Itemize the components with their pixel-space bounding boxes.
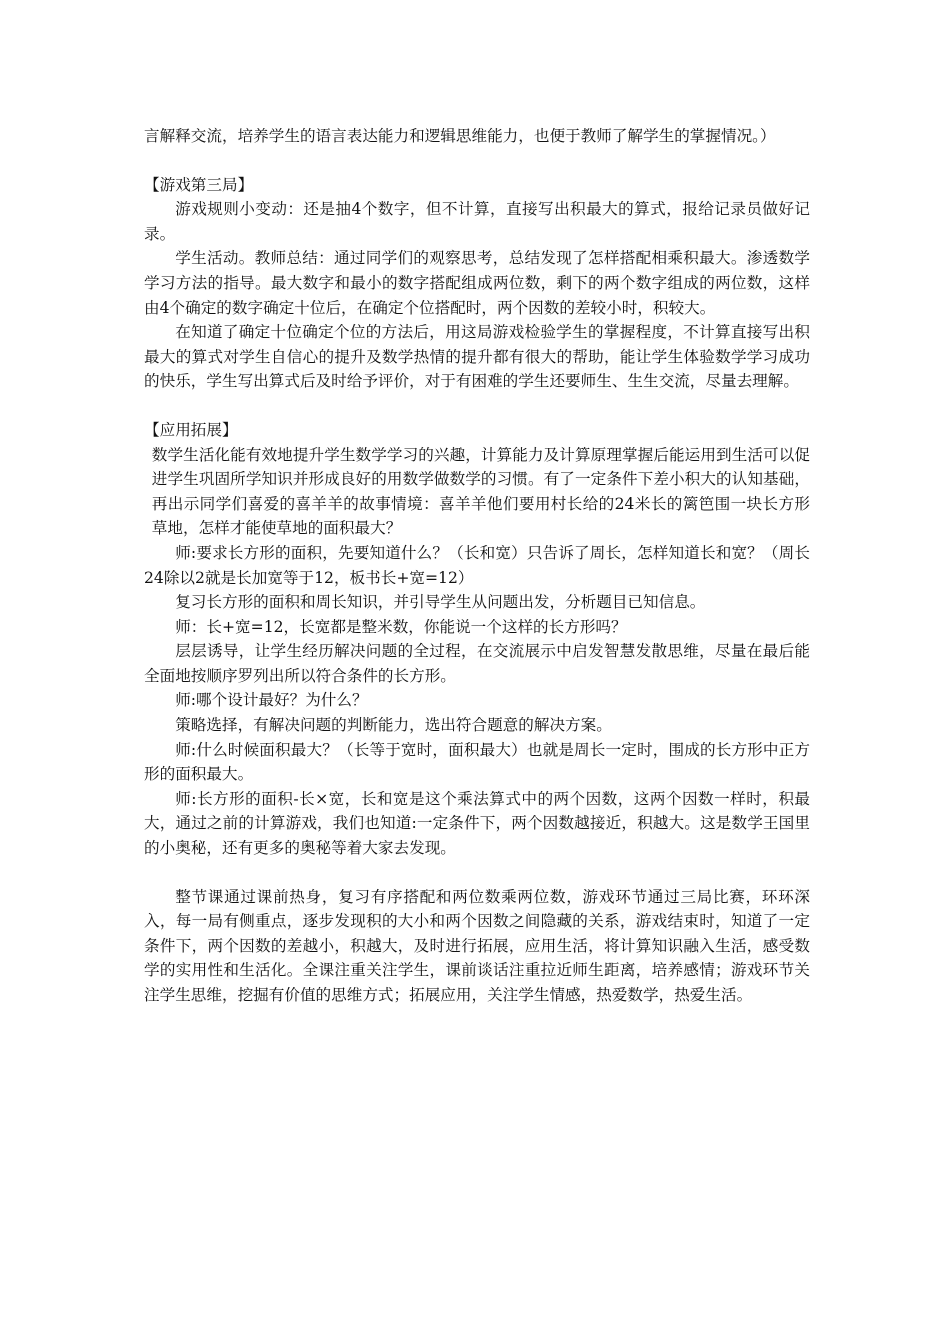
- apply-paragraph: 师:要求长方形的面积，先要知道什么？（长和宽）只告诉了周长，怎样知道长和宽？（周长24除以2就是长加宽等于12，板书长+宽=12）: [144, 543, 810, 587]
- apply-paragraph: 师:长方形的面积-长×宽，长和宽是这个乘法算式中的两个因数，这两个因数一样时，积最大，通过之前的计算游戏，我们也知道:一定条件下，两个因数越接近，积越大。这是数学王国里的小奥秘，还有更多的奥秘等着大家去发现。: [144, 789, 810, 858]
- spacer: [144, 394, 810, 418]
- summary-paragraph: 整节课通过课前热身，复习有序搭配和两位数乘两位数，游戏环节通过三局比赛，环环深入，每一局有侧重点，逐步发现积的大小和两个因数之间隐藏的关系，游戏结束时，知道了一定条件下，两个因数的差越小，积越大，及时进行拓展，应用生活，将计算知识融入生活，感受数学的实用性和生活化。全课注重关注学生，课前谈话注重拉近师生距离，培养感情；游戏环节关注学生思维，挖掘有价值的思维方式；拓展应用，关注学生情感，热爱数学，热爱生活。: [144, 887, 810, 1004]
- opening-paragraph: 言解释交流，培养学生的语言表达能力和逻辑思维能力，也便于教师了解学生的掌握情况。）: [144, 127, 776, 145]
- game3-paragraph: 学生活动。教师总结：通过同学们的观察思考，总结发现了怎样搭配相乘积最大。渗透数学学习方法的指导。最大数字和最小的数字搭配组成两位数，剩下的两个数字组成的两位数，这样由4个确定的数字确定十位后，在确定个位搭配时，两个因数的差较小时，积较大。: [144, 249, 810, 317]
- apply-paragraph: 师:哪个设计最好？为什么？: [175, 691, 368, 710]
- apply-paragraph: 策略选择，有解决问题的判断能力，选出符合题意的解决方案。: [175, 716, 612, 735]
- spacer: [144, 149, 810, 173]
- apply-intro-paragraph: 数学生活化能有效地提升学生数学学习的兴趣，计算能力及计算原理掌握后能运用到生活可以促进学生巩固所学知识并形成良好的用数学做数学的习惯。有了一定条件下差小积大的认知基础，再出示同学们喜爱的喜羊羊的故事情境：喜羊羊他们要用村长给的24米长的篱笆围一块长方形草地，怎样才能使草地的面积最大？: [151, 445, 810, 538]
- apply-paragraph: 师：长+宽=12，长宽都是整米数，你能说一个这样的长方形吗？: [175, 617, 627, 636]
- apply-paragraph: 层层诱导，让学生经历解决问题的全过程，在交流展示中启发智慧发散思维，尽量在最后能全面地按顺序罗列出所以符合条件的长方形。: [144, 642, 810, 685]
- apply-paragraph: 复习长方形的面积和周长知识，并引导学生从问题出发，分析题目已知信息。: [175, 593, 706, 612]
- apply-paragraph: 师:什么时候面积最大？（长等于宽时，面积最大）也就是周长一定时，围成的长方形中正方形的面积最大。: [144, 740, 810, 784]
- section-heading-game3: 【游戏第三局】: [144, 175, 254, 194]
- game3-paragraph: 游戏规则小变动：还是抽4个数字，但不计算，直接写出积最大的算式，报给记录员做好记录。: [144, 200, 810, 243]
- spacer: [144, 861, 810, 885]
- document-body: [144, 124, 810, 1008]
- game3-paragraph: 在知道了确定十位确定个位的方法后，用这局游戏检验学生的掌握程度，不计算直接写出积最大的算式对学生自信心的提升及数学热情的提升都有很大的帮助，能让学生体验数学学习成功的快乐，学生写出算式后及时给予评价，对于有困难的学生还要师生、生生交流，尽量去理解。: [144, 323, 810, 391]
- section-heading-apply: 【应用拓展】: [144, 420, 238, 439]
